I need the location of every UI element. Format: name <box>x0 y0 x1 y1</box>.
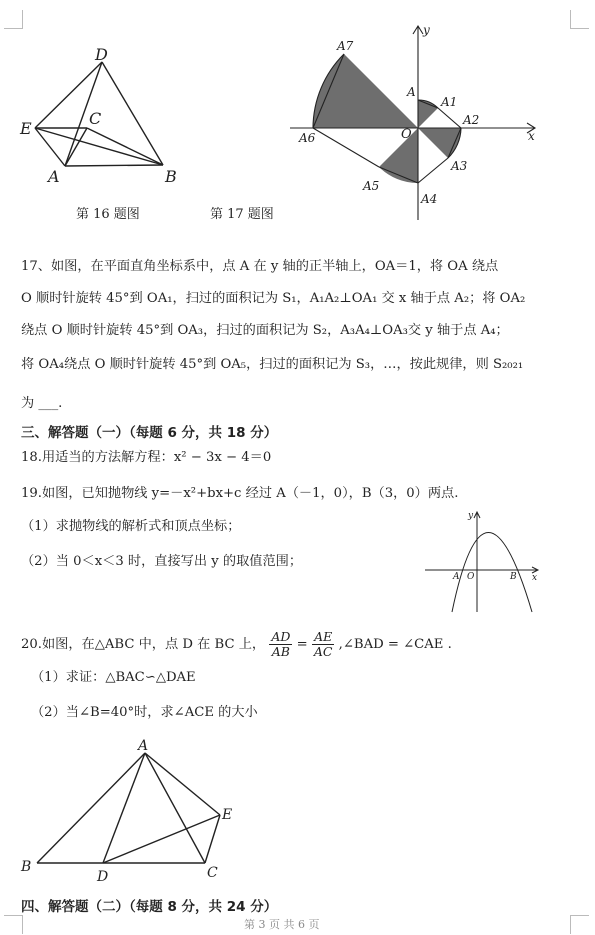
fig16-label-D: D <box>95 45 108 64</box>
q20-frac2-numerator: AE <box>312 630 335 645</box>
section-4-heading: 四、解答题（二）（每题 8 分，共 24 分） <box>21 899 278 915</box>
q17-line-2: O 顺时针旋转 45°到 OA₁，扫过的面积记为 S₁，A₁A₂⊥OA₁ 交 x 轴于点 A₂；将 OA₂ <box>21 291 526 306</box>
fig20-label-B: B <box>21 859 32 875</box>
q19-part-2: （2）当 0＜x＜3 时，直接写出 y 的取值范围； <box>21 554 303 569</box>
fig20-label-A: A <box>138 738 149 754</box>
crop-mark-top-left <box>4 10 23 29</box>
q20-equals: = <box>296 637 308 652</box>
fig16-label-E: E <box>20 119 32 138</box>
q20-fraction-ae-ac <box>312 630 335 659</box>
q20-stem <box>21 626 452 664</box>
q17-line-4: 将 OA₄绕点 O 顺时针旋转 45°到 OA₅，扫过的面积记为 S₃，…，按此规律，则 S₂₀₂₁ <box>21 357 524 372</box>
q19-stem: 19.如图，已知抛物线 y=－x²+bx+c 经过 A（－1，0），B（3，0）两点. <box>21 486 459 501</box>
fig17-label-y: y <box>423 23 430 37</box>
q20-frac1-denominator: AB <box>271 644 290 659</box>
q18-text: 18.用适当的方法解方程：x² − 3x − 4＝0 <box>21 450 272 465</box>
q20-part-1: （1）求证：△BAC∽△DAE <box>31 670 196 685</box>
q20-frac2-denominator: AC <box>313 644 333 659</box>
q20-frac1-numerator: AD <box>271 629 291 644</box>
fig16-caption: 第 16 题图 <box>76 207 140 222</box>
crop-mark-bottom-right <box>570 915 589 934</box>
fig19-label-O: O <box>467 572 475 582</box>
fig20-label-C: C <box>207 865 218 881</box>
fig20-label-D: D <box>97 869 109 885</box>
crop-mark-top-right <box>570 10 589 29</box>
q17-line-5: 为 ___. <box>21 396 63 411</box>
fig17-label-A: A <box>407 85 416 99</box>
q20-stem-post: ,∠BAD = ∠CAE . <box>338 637 452 652</box>
figure-19-parabola <box>420 508 550 616</box>
fig17-label-A5: A5 <box>363 179 380 193</box>
figure-17-diagram <box>285 20 545 225</box>
fig19-label-x: x <box>532 573 538 583</box>
fig17-label-A2: A2 <box>463 113 480 127</box>
fig17-label-A7: A7 <box>337 39 354 53</box>
q20-part-2: （2）当∠B=40°时，求∠ACE 的大小 <box>31 705 258 720</box>
fig16-label-A: A <box>48 167 60 186</box>
page-footer: 第 3 页 共 6 页 <box>244 918 320 931</box>
fig20-label-E: E <box>222 807 233 823</box>
fig17-label-A1: A1 <box>441 95 458 109</box>
fig16-label-B: B <box>165 167 177 186</box>
q17-line-1: 17、如图，在平面直角坐标系中，点 A 在 y 轴的正半轴上，OA＝1，将 OA 绕点 <box>21 259 499 274</box>
section-3-heading: 三、解答题（一）（每题 6 分，共 18 分） <box>21 425 278 441</box>
q17-line-3: 绕点 O 顺时针旋转 45°到 OA₃，扫过的面积记为 S₂，A₃A₄⊥OA₃交 y 轴于点 A₄； <box>21 323 509 338</box>
fig19-label-y: y <box>468 511 474 521</box>
fig19-label-B: B <box>510 572 517 582</box>
fig17-label-A6: A6 <box>299 131 316 145</box>
q20-stem-pre: 20.如图，在△ABC 中，点 D 在 BC 上， <box>21 637 266 652</box>
q20-fraction-ad-ab <box>269 630 292 659</box>
fig19-label-A: A <box>453 572 460 582</box>
fig16-label-C: C <box>89 109 102 128</box>
fig17-label-A4: A4 <box>421 192 438 206</box>
figure-20-diagram <box>15 735 245 885</box>
crop-mark-bottom-left <box>4 915 23 934</box>
q19-part-1: （1）求抛物线的解析式和顶点坐标； <box>21 519 241 534</box>
fig17-label-A3: A3 <box>451 159 468 173</box>
fig17-label-O: O <box>401 127 412 142</box>
fig17-label-x: x <box>528 129 535 143</box>
figure-16-diagram <box>15 40 190 190</box>
fig17-caption: 第 17 题图 <box>210 207 274 222</box>
